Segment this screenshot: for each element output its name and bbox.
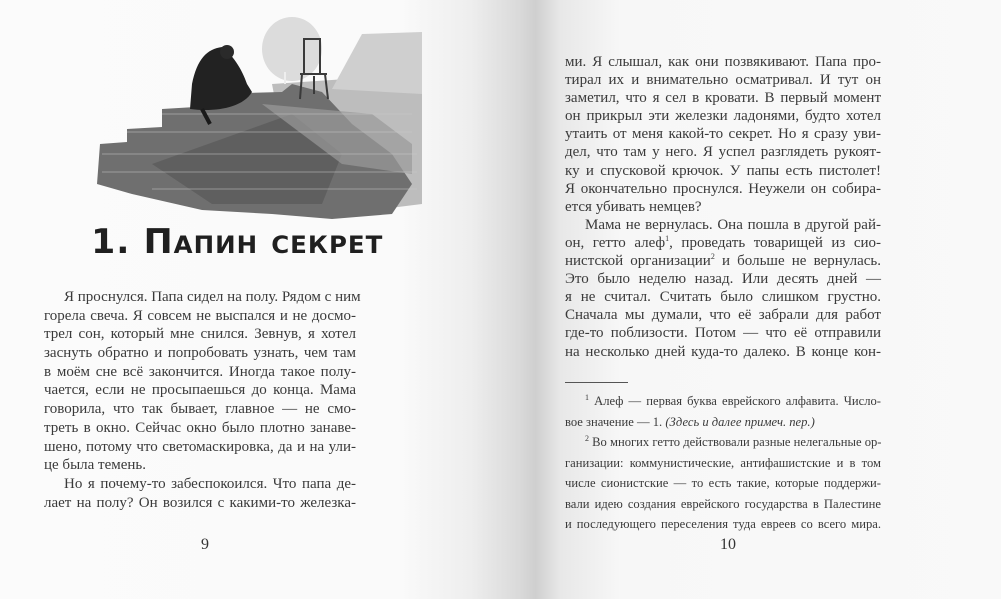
page-number: 10: [720, 536, 736, 553]
text-line: где-то поблизости. Потом — что её отправили: [565, 325, 881, 342]
footnote-line: [565, 432, 881, 453]
text-span: вое значение — 1.: [565, 414, 666, 429]
text-line: в моём сне всё закончится. Иногда такое полу-: [44, 363, 356, 380]
footnote-line: [565, 412, 881, 433]
text-line: Я окончательно проснулся. Неужели он собира-: [565, 180, 881, 197]
text-line: Я проснулся. Папа сидел на полу. Рядом с ним: [64, 289, 361, 305]
text-line: Сначала мы думали, что её забрали для работ: [565, 307, 881, 324]
chapter-title: 1. Папин секрет: [91, 222, 384, 262]
text-line: [565, 234, 881, 252]
body-text: [565, 53, 881, 361]
text-line: на несколько дней куда-то далеко. В конце кон-: [565, 343, 881, 360]
text-line: заснуть обратно и попробовать узнать, чем там: [44, 345, 356, 362]
text-line: ется убивать немцев?: [565, 198, 702, 215]
text-line: треть в окно. Сейчас окно было плотно занаве-: [44, 419, 356, 436]
text-line: заметил, что я сел в кровати. В первый момент: [565, 90, 881, 107]
text-line: он прикрыл эти железки ладонями, будто хотел: [565, 108, 881, 125]
chapter-illustration: [92, 14, 427, 219]
text-span: и больше не вернулась.: [714, 253, 881, 270]
footnote-line: числе сионистские — то есть такие, которые поддержи-: [565, 476, 881, 490]
text-line: чается, если не просыпаешься до конца. Мама: [44, 382, 356, 399]
page-number: 9: [201, 536, 209, 553]
text-line: утаить от меня какой-то секрет. Но я сразу уви-: [565, 126, 881, 143]
text-line: ку и спусковой крючок. У папы есть пистолет!: [565, 162, 881, 179]
body-text: [44, 288, 361, 512]
text-line: [565, 252, 881, 270]
text-span: он, гетто алеф: [565, 234, 666, 251]
text-line: це была темень.: [44, 457, 147, 474]
text-line: Это было неделю назад. Или десять дней —: [565, 271, 881, 288]
text-line: Мама не вернулась. Она пошла в другой рай-: [585, 216, 881, 233]
text-line: говорила, что так бывает, главное — не смо-: [44, 401, 356, 418]
left-page: [0, 0, 500, 599]
footnote-number: 2: [585, 433, 589, 443]
footnote-divider: [565, 382, 628, 383]
footnote-line: вали идею создания еврейского государства в Палестине: [565, 496, 881, 511]
footnotes: [565, 391, 881, 535]
text-line: ми. Я слышал, как они позвякивают. Папа про-: [565, 54, 881, 70]
footnote-ref[interactable]: 1: [665, 233, 670, 243]
footnote-number: 1: [585, 392, 589, 402]
text-line: горела свеча. Я совсем не выспался и не досмо-: [44, 307, 356, 324]
text-line: Но я почему-то забеспокоился. Что папа де-: [64, 475, 356, 492]
text-line: тирал их и внимательно осматривал. И тут он: [565, 72, 881, 89]
text-span: нистской организации: [565, 253, 711, 270]
text-line: дел, что там у него. Я успел разглядеть рукоят-: [565, 144, 881, 161]
text-span: Во многих гетто действовали разные нелегальные ор-: [589, 435, 882, 449]
text-line: я не считал. Считать было слишком грустно.: [565, 289, 881, 306]
text-line: шено, потому что светомаскировка, да и на ули-: [44, 438, 356, 455]
text-line: трел сон, который мне снился. Зевнув, я хотел: [44, 326, 356, 343]
text-span: Алеф — первая буква еврейского алфавита. Число-: [589, 394, 881, 408]
footnote-line: ганизации: коммунистические, антифашистские и в том: [565, 455, 881, 470]
text-span: , проведать товарищей из сио-: [669, 234, 882, 251]
translator-note: (Здесь и далее примеч. пер.): [665, 414, 815, 429]
footnote-line: и последующего переселения туда евреев со всего мира.: [565, 517, 881, 531]
text-line: лает на полу? Он возился с какими-то железка-: [44, 494, 356, 511]
footnote-line: [565, 391, 881, 412]
footnote-ref[interactable]: 2: [710, 252, 715, 262]
